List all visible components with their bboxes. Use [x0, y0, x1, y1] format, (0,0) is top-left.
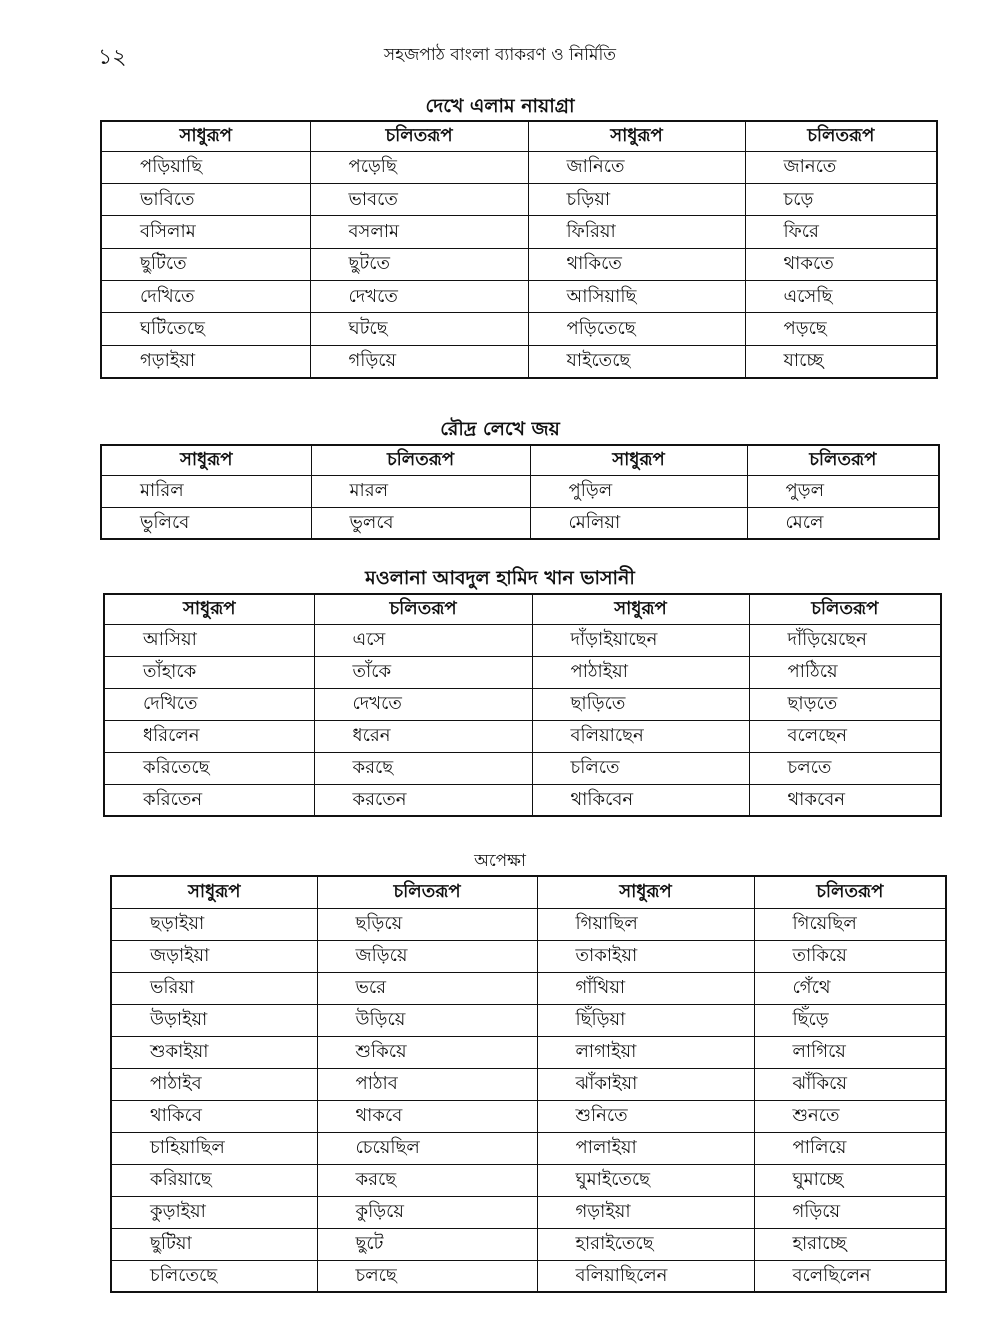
- cholito-form-cell: কুড়িয়ে: [317, 1196, 537, 1228]
- sadhu-form-cell: ছিঁড়িয়া: [537, 1004, 754, 1036]
- sadhu-form-cell: দেখিতে: [104, 688, 314, 720]
- cholito-form-cell: চলছে: [317, 1260, 537, 1292]
- table-row: [111, 1228, 946, 1260]
- cholito-form-cell: থাকবে: [317, 1100, 537, 1132]
- sadhu-form-cell: ফিরিয়া: [528, 216, 745, 248]
- sadhu-form-cell: দাঁড়াইয়াছেন: [532, 624, 749, 656]
- sadhu-form-cell: পালাইয়া: [537, 1132, 754, 1164]
- column-header: চলিতরূপ: [745, 121, 937, 151]
- running-header: সহজপাঠ বাংলা ব্যাকরণ ও নির্মিতি: [383, 45, 617, 65]
- sadhu-form-cell: উড়াইয়া: [111, 1004, 317, 1036]
- sadhu-form-cell: পাঠাইয়া: [532, 656, 749, 688]
- sadhu-form-cell: শুকাইয়া: [111, 1036, 317, 1068]
- cholito-form-cell: ধরেন: [314, 720, 532, 752]
- sadhu-form-cell: পড়িতেছে: [528, 313, 745, 345]
- cholito-form-cell: ছড়িয়ে: [317, 908, 537, 940]
- cholito-form-cell: শুনতে: [754, 1100, 946, 1132]
- table-row: [101, 216, 937, 248]
- cholito-form-cell: জানতে: [745, 151, 937, 183]
- table-row: [111, 1164, 946, 1196]
- section-title: দেখে এলাম নায়াগ্রা: [425, 95, 575, 117]
- cholito-form-cell: জড়িয়ে: [317, 940, 537, 972]
- sadhu-form-cell: ঘুমাইতেছে: [537, 1164, 754, 1196]
- cholito-form-cell: ঘুমাচ্ছে: [754, 1164, 946, 1196]
- table-row: [101, 345, 937, 377]
- table-row: [104, 656, 941, 688]
- table-row: [111, 1036, 946, 1068]
- table-row: [111, 1004, 946, 1036]
- sadhu-form-cell: আসিয়া: [104, 624, 314, 656]
- sadhu-form-cell: ভুলিবে: [101, 507, 311, 539]
- column-header: সাধুরূপ: [532, 594, 749, 624]
- table-row: [101, 183, 937, 215]
- section-title: অপেক্ষা: [474, 851, 526, 871]
- cholito-form-cell: তাকিয়ে: [754, 940, 946, 972]
- page-number: ১২: [98, 45, 127, 70]
- column-header: চলিতরূপ: [314, 594, 532, 624]
- cholito-form-cell: লাগিয়ে: [754, 1036, 946, 1068]
- cholito-form-cell: ভাবতে: [310, 183, 528, 215]
- column-header: চলিতরূপ: [310, 121, 528, 151]
- sadhu-form-cell: গড়াইয়া: [101, 345, 310, 377]
- sadhu-form-cell: মেলিয়া: [530, 507, 747, 539]
- column-header: সাধুরূপ: [104, 594, 314, 624]
- sadhu-form-cell: চলিতেছে: [111, 1260, 317, 1292]
- column-header: সাধুরূপ: [101, 445, 311, 475]
- cholito-form-cell: চড়ে: [745, 183, 937, 215]
- cholito-form-cell: ছুটে: [317, 1228, 537, 1260]
- column-header: চলিতরূপ: [317, 876, 537, 908]
- sadhu-form-cell: ছুটিয়া: [111, 1228, 317, 1260]
- sadhu-form-cell: ছড়াইয়া: [111, 908, 317, 940]
- table-row: [111, 972, 946, 1004]
- conversion-table: [100, 444, 940, 540]
- table-row: [104, 624, 941, 656]
- column-header: সাধুরূপ: [537, 876, 754, 908]
- column-header: চলিতরূপ: [749, 594, 941, 624]
- table-row: [104, 720, 941, 752]
- cholito-form-cell: যাচ্ছে: [745, 345, 937, 377]
- column-header: চলিতরূপ: [747, 445, 939, 475]
- cholito-form-cell: বলেছেন: [749, 720, 941, 752]
- section-title: রৌদ্র লেখে জয়: [440, 418, 560, 440]
- sadhu-form-cell: ভাবিতে: [101, 183, 310, 215]
- cholito-form-cell: মারল: [311, 475, 530, 507]
- sadhu-form-cell: বসিলাম: [101, 216, 310, 248]
- sadhu-form-cell: যাইতেছে: [528, 345, 745, 377]
- sadhu-form-cell: চড়িয়া: [528, 183, 745, 215]
- table-row: [101, 475, 939, 507]
- sadhu-form-cell: গড়াইয়া: [537, 1196, 754, 1228]
- table-row: [111, 1132, 946, 1164]
- cholito-form-cell: দেখতে: [314, 688, 532, 720]
- table-row: [111, 1100, 946, 1132]
- cholito-form-cell: এসেছি: [745, 281, 937, 313]
- cholito-form-cell: মেলে: [747, 507, 939, 539]
- sadhu-form-cell: চলিতে: [532, 752, 749, 784]
- sadhu-form-cell: দেখিতে: [101, 281, 310, 313]
- sadhu-form-cell: তাঁহাকে: [104, 656, 314, 688]
- sadhu-form-cell: থাকিবেন: [532, 784, 749, 816]
- sadhu-form-cell: থাকিবে: [111, 1100, 317, 1132]
- sadhu-form-cell: করিতেছে: [104, 752, 314, 784]
- sadhu-form-cell: হারাইতেছে: [537, 1228, 754, 1260]
- cholito-form-cell: পড়ছে: [745, 313, 937, 345]
- cholito-form-cell: পালিয়ে: [754, 1132, 946, 1164]
- table-row: [101, 507, 939, 539]
- cholito-form-cell: গিয়েছিল: [754, 908, 946, 940]
- sadhu-form-cell: আসিয়াছি: [528, 281, 745, 313]
- cholito-form-cell: গড়িয়ে: [310, 345, 528, 377]
- cholito-form-cell: পাঠিয়ে: [749, 656, 941, 688]
- table-row: [101, 281, 937, 313]
- cholito-form-cell: করতেন: [314, 784, 532, 816]
- cholito-form-cell: পড়েছি: [310, 151, 528, 183]
- sadhu-form-cell: তাকাইয়া: [537, 940, 754, 972]
- sadhu-form-cell: ঘটিতেছে: [101, 313, 310, 345]
- sadhu-form-cell: পাঠাইব: [111, 1068, 317, 1100]
- cholito-form-cell: করছে: [317, 1164, 537, 1196]
- cholito-form-cell: পুড়ল: [747, 475, 939, 507]
- cholito-form-cell: গেঁথে: [754, 972, 946, 1004]
- column-header: চলিতরূপ: [311, 445, 530, 475]
- cholito-form-cell: বলেছিলেন: [754, 1260, 946, 1292]
- cholito-form-cell: উড়িয়ে: [317, 1004, 537, 1036]
- cholito-form-cell: ফিরে: [745, 216, 937, 248]
- sadhu-form-cell: ছাড়িতে: [532, 688, 749, 720]
- cholito-form-cell: ঘটছে: [310, 313, 528, 345]
- cholito-form-cell: চেয়েছিল: [317, 1132, 537, 1164]
- sadhu-form-cell: চাহিয়াছিল: [111, 1132, 317, 1164]
- column-header: সাধুরূপ: [528, 121, 745, 151]
- sadhu-form-cell: পড়িয়াছি: [101, 151, 310, 183]
- table-row: [104, 688, 941, 720]
- column-header: সাধুরূপ: [530, 445, 747, 475]
- table-row: [111, 1196, 946, 1228]
- table-row: [111, 940, 946, 972]
- sadhu-form-cell: থাকিতে: [528, 248, 745, 280]
- sadhu-form-cell: মারিল: [101, 475, 311, 507]
- cholito-form-cell: তাঁকে: [314, 656, 532, 688]
- sadhu-form-cell: জড়াইয়া: [111, 940, 317, 972]
- cholito-form-cell: চলতে: [749, 752, 941, 784]
- table-row: [104, 752, 941, 784]
- cholito-form-cell: ছিঁড়ে: [754, 1004, 946, 1036]
- sadhu-form-cell: ছুটিতে: [101, 248, 310, 280]
- conversion-table: [110, 875, 947, 1293]
- cholito-form-cell: গড়িয়ে: [754, 1196, 946, 1228]
- sadhu-form-cell: পুড়িল: [530, 475, 747, 507]
- table-row: [111, 1068, 946, 1100]
- sadhu-form-cell: ধরিলেন: [104, 720, 314, 752]
- cholito-form-cell: পাঠাব: [317, 1068, 537, 1100]
- section-title: মওলানা আবদুল হামিদ খান ভাসানী: [365, 567, 635, 589]
- cholito-form-cell: ছাড়তে: [749, 688, 941, 720]
- sadhu-form-cell: জানিতে: [528, 151, 745, 183]
- cholito-form-cell: এসে: [314, 624, 532, 656]
- table-row: [101, 151, 937, 183]
- column-header: সাধুরূপ: [111, 876, 317, 908]
- cholito-form-cell: ঝাঁকিয়ে: [754, 1068, 946, 1100]
- cholito-form-cell: শুকিয়ে: [317, 1036, 537, 1068]
- table-row: [104, 784, 941, 816]
- sadhu-form-cell: লাগাইয়া: [537, 1036, 754, 1068]
- conversion-table: [100, 120, 938, 379]
- cholito-form-cell: বসলাম: [310, 216, 528, 248]
- column-header: সাধুরূপ: [101, 121, 310, 151]
- sadhu-form-cell: শুনিতে: [537, 1100, 754, 1132]
- sadhu-form-cell: কুড়াইয়া: [111, 1196, 317, 1228]
- cholito-form-cell: ভরে: [317, 972, 537, 1004]
- cholito-form-cell: ভুলবে: [311, 507, 530, 539]
- cholito-form-cell: দাঁড়িয়েছেন: [749, 624, 941, 656]
- conversion-table: [103, 593, 942, 817]
- sadhu-form-cell: ঝাঁকাইয়া: [537, 1068, 754, 1100]
- sadhu-form-cell: ভরিয়া: [111, 972, 317, 1004]
- column-header: চলিতরূপ: [754, 876, 946, 908]
- cholito-form-cell: হারাচ্ছে: [754, 1228, 946, 1260]
- cholito-form-cell: থাকবেন: [749, 784, 941, 816]
- table-row: [111, 908, 946, 940]
- cholito-form-cell: ছুটতে: [310, 248, 528, 280]
- cholito-form-cell: থাকতে: [745, 248, 937, 280]
- sadhu-form-cell: গাঁথিয়া: [537, 972, 754, 1004]
- sadhu-form-cell: করিয়াছে: [111, 1164, 317, 1196]
- sadhu-form-cell: করিতেন: [104, 784, 314, 816]
- cholito-form-cell: দেখতে: [310, 281, 528, 313]
- table-row: [101, 248, 937, 280]
- table-row: [101, 313, 937, 345]
- sadhu-form-cell: গিয়াছিল: [537, 908, 754, 940]
- sadhu-form-cell: বলিয়াছিলেন: [537, 1260, 754, 1292]
- cholito-form-cell: করছে: [314, 752, 532, 784]
- sadhu-form-cell: বলিয়াছেন: [532, 720, 749, 752]
- table-row: [111, 1260, 946, 1292]
